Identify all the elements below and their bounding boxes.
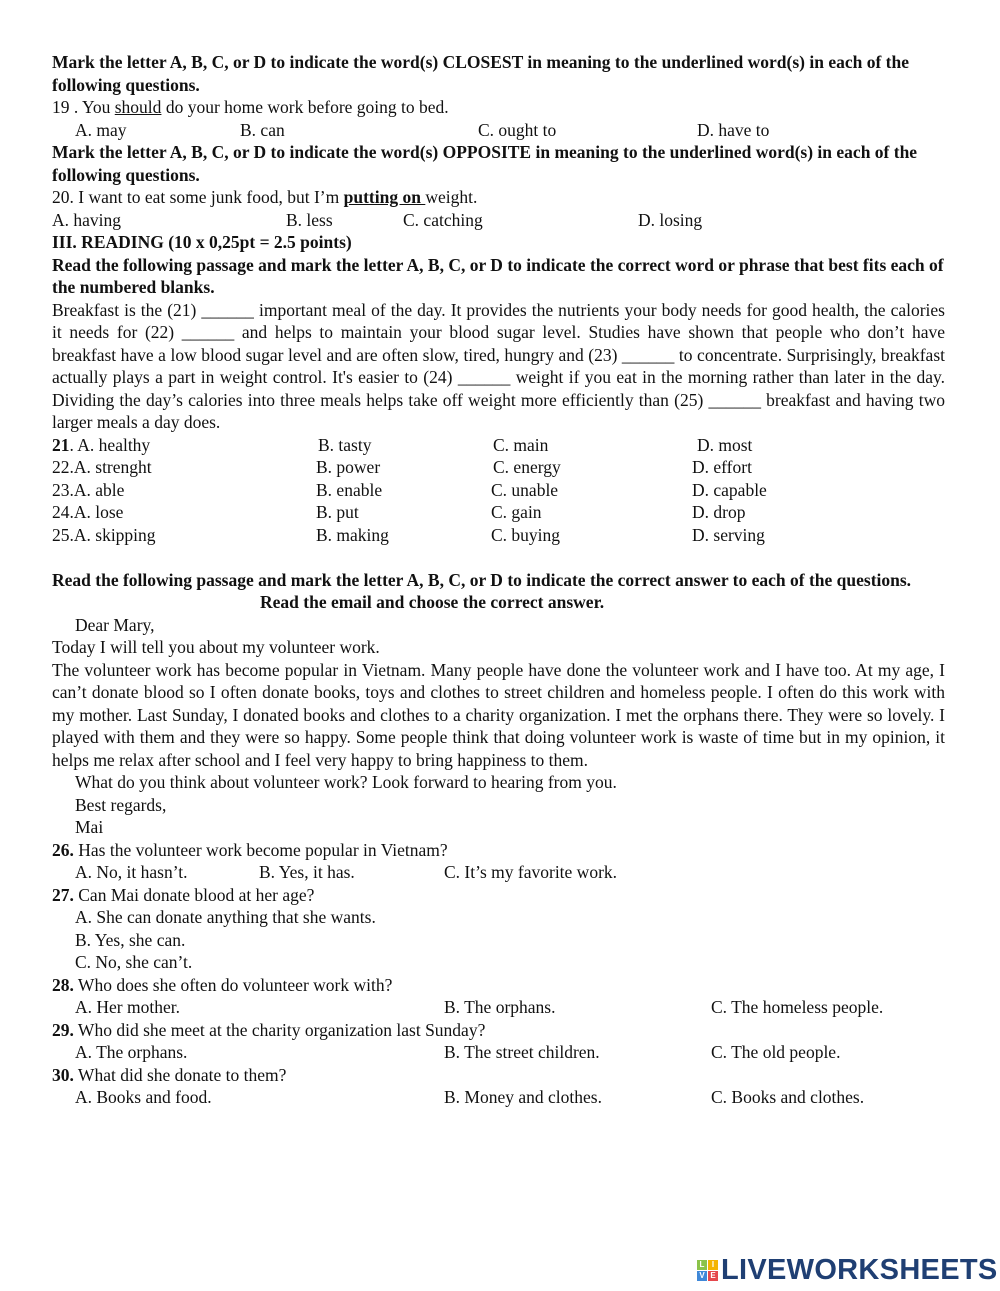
question-21 bbox=[52, 434, 945, 457]
option-d[interactable]: D. serving bbox=[692, 524, 765, 545]
question-text: What did she donate to them? bbox=[73, 1064, 287, 1085]
option-a[interactable]: A. Books and food. bbox=[75, 1087, 212, 1107]
option-b[interactable]: B. can bbox=[240, 119, 285, 140]
option-c[interactable]: C. The homeless people. bbox=[711, 997, 884, 1017]
question-29 bbox=[52, 1019, 945, 1042]
email-body: The volunteer work has become popular in Vietnam. Many people have done the volunteer work and I have too. At my age, I can’t donate blood so I often donate books, toys and clothes to street children and homeless people. I often do this work with my mother. Last Sunday, I donated books and clothes to a charity organization. I met the orphans there. They were so lovely. I played with them and they were so happy. Some people think that doing volunteer work is waste of time but in my opinion, it helps me relax after school and I feel very happy to bring happiness to them. bbox=[52, 659, 945, 770]
question-number: 30. bbox=[52, 1064, 74, 1085]
question-text: do your home work before going to bed. bbox=[161, 97, 449, 117]
question-19 bbox=[52, 96, 945, 119]
instruction-closest: Mark the letter A, B, C, or D to indicate the word(s) CLOSEST in meaning to the underlined word(s) in each of the following questions. bbox=[52, 52, 910, 95]
options-19 bbox=[52, 119, 945, 142]
question-text: 19 . You bbox=[52, 97, 115, 117]
option-c[interactable]: C. catching bbox=[403, 209, 483, 230]
option-c[interactable]: C. ought to bbox=[478, 119, 557, 140]
option-b[interactable]: B. making bbox=[316, 524, 389, 545]
option-b[interactable]: B. enable bbox=[316, 479, 383, 500]
question-number: 28. bbox=[52, 974, 74, 995]
question-text: 20. I want to eat some junk food, but I’m bbox=[52, 187, 344, 207]
options-29 bbox=[52, 1041, 945, 1064]
question-text: Who did she meet at the charity organization last Sunday? bbox=[73, 1019, 486, 1040]
option-b[interactable]: B. The street children. bbox=[444, 1042, 600, 1062]
options-26 bbox=[52, 861, 945, 884]
logo-tile: L bbox=[697, 1260, 707, 1270]
option-d[interactable]: D. losing bbox=[638, 209, 703, 230]
option-a[interactable]: 25.A. skipping bbox=[52, 524, 156, 545]
email-intro: Today I will tell you about my volunteer work. bbox=[52, 637, 380, 657]
logo-tile: E bbox=[708, 1271, 718, 1281]
option-b[interactable]: B. Yes, it has. bbox=[259, 862, 355, 882]
question-27 bbox=[52, 884, 945, 907]
question-28 bbox=[52, 974, 945, 997]
option-a[interactable]: 22.A. strenght bbox=[52, 457, 152, 477]
spacer bbox=[52, 546, 945, 569]
option-d[interactable]: D. have to bbox=[697, 119, 770, 140]
option-b[interactable]: B. Money and clothes. bbox=[444, 1087, 602, 1107]
option-d[interactable]: D. drop bbox=[692, 502, 746, 522]
option-a[interactable]: A. having bbox=[52, 209, 122, 230]
underlined-word: putting on bbox=[343, 187, 426, 207]
reading-instruction: Read the following passage and mark the letter A, B, C, or D to indicate the correct word or phrase that best fits each of the numbered blanks. bbox=[52, 254, 944, 297]
instruction-opposite: Mark the letter A, B, C, or D to indicate the word(s) OPPOSITE in meaning to the underlined word(s) in each of the following questions. bbox=[52, 142, 918, 185]
logo-tile: I bbox=[708, 1260, 718, 1270]
email-signature: Mai bbox=[75, 817, 104, 837]
question-26 bbox=[52, 839, 945, 862]
options-30 bbox=[52, 1086, 945, 1109]
email-subheading: Read the email and choose the correct answer. bbox=[260, 592, 605, 612]
question-text: Has the volunteer work become popular in Vietnam? bbox=[73, 839, 448, 860]
option-c[interactable]: C. unable bbox=[491, 479, 559, 500]
option-c[interactable]: C. Books and clothes. bbox=[711, 1087, 865, 1107]
question-25 bbox=[52, 524, 945, 547]
option-a[interactable]: A. She can donate anything that she wants. bbox=[75, 907, 376, 927]
option-b[interactable]: B. power bbox=[316, 457, 381, 477]
question-text: Can Mai donate blood at her age? bbox=[73, 884, 315, 905]
option-c[interactable]: C. It’s my favorite work. bbox=[444, 862, 618, 882]
option-a[interactable]: . A. healthy bbox=[69, 434, 151, 455]
option-b[interactable]: B. put bbox=[316, 502, 359, 522]
question-number: 26. bbox=[52, 839, 74, 860]
question-text: weight. bbox=[425, 187, 478, 207]
option-a[interactable]: 24.A. lose bbox=[52, 502, 124, 522]
question-22 bbox=[52, 456, 945, 479]
question-number: 27. bbox=[52, 884, 74, 905]
liveworksheets-logo bbox=[697, 1254, 998, 1287]
option-b[interactable]: B. less bbox=[286, 209, 333, 230]
question-23 bbox=[52, 479, 945, 502]
option-b[interactable]: B. Yes, she can. bbox=[75, 929, 186, 950]
option-a[interactable]: A. Her mother. bbox=[75, 997, 180, 1017]
underlined-word: should bbox=[114, 97, 162, 117]
question-30 bbox=[52, 1064, 945, 1087]
option-a[interactable]: 23.A. able bbox=[52, 479, 125, 500]
options-20 bbox=[52, 209, 945, 232]
question-text: Who does she often do volunteer work with? bbox=[73, 974, 393, 995]
option-a[interactable]: A. may bbox=[75, 119, 127, 140]
question-number: 29. bbox=[52, 1019, 74, 1040]
email-signoff: Best regards, bbox=[75, 794, 167, 815]
option-c[interactable]: C. No, she can’t. bbox=[75, 952, 193, 972]
option-d[interactable]: D. most bbox=[697, 434, 753, 455]
option-a[interactable]: A. No, it hasn’t. bbox=[75, 862, 188, 882]
question-number: 21 bbox=[52, 434, 70, 455]
worksheet-page bbox=[52, 51, 945, 1109]
question-20 bbox=[52, 186, 945, 209]
option-c[interactable]: C. buying bbox=[491, 524, 561, 545]
logo-tile: V bbox=[697, 1271, 707, 1281]
reading-passage: Breakfast is the (21) ______ important meal of the day. It provides the nutrients your body needs for good health, the calories it needs for (22) ______ and helps to maintain your blood sugar level. Studies have shown that people who don’t have breakfast have a low blood sugar level and are often slow, tired, hungry and (23) ______ to concentrate. Surprisingly, breakfast actually plays a part in weight control. It's easier to (24) ______ weight if you eat in the morning rather than later in the day. Dividing the day’s calories into three meals helps take off weight more efficiently than (25) ______ breakfast and having two larger meals a day does. bbox=[52, 299, 945, 432]
option-c[interactable]: C. main bbox=[493, 434, 549, 455]
email-closing-question: What do you think about volunteer work? Look forward to hearing from you. bbox=[75, 772, 617, 792]
option-b[interactable]: B. tasty bbox=[318, 434, 372, 455]
option-c[interactable]: C. The old people. bbox=[711, 1042, 841, 1062]
option-a[interactable]: A. The orphans. bbox=[75, 1042, 188, 1062]
option-c[interactable]: C. gain bbox=[491, 502, 542, 522]
logo-tiles-icon bbox=[697, 1260, 718, 1281]
logo-text: LIVEWORKSHEETS bbox=[721, 1254, 998, 1286]
option-d[interactable]: D. effort bbox=[692, 457, 752, 477]
options-28 bbox=[52, 996, 945, 1019]
reading-heading: III. READING (10 x 0,25pt = 2.5 points) bbox=[52, 232, 352, 252]
option-b[interactable]: B. The orphans. bbox=[444, 997, 556, 1017]
question-24 bbox=[52, 501, 945, 524]
option-c[interactable]: C. energy bbox=[493, 457, 561, 477]
option-d[interactable]: D. capable bbox=[692, 479, 767, 500]
email-instruction: Read the following passage and mark the letter A, B, C, or D to indicate the correct answer to each of the questions. bbox=[52, 569, 912, 590]
email-greeting: Dear Mary, bbox=[75, 614, 155, 635]
